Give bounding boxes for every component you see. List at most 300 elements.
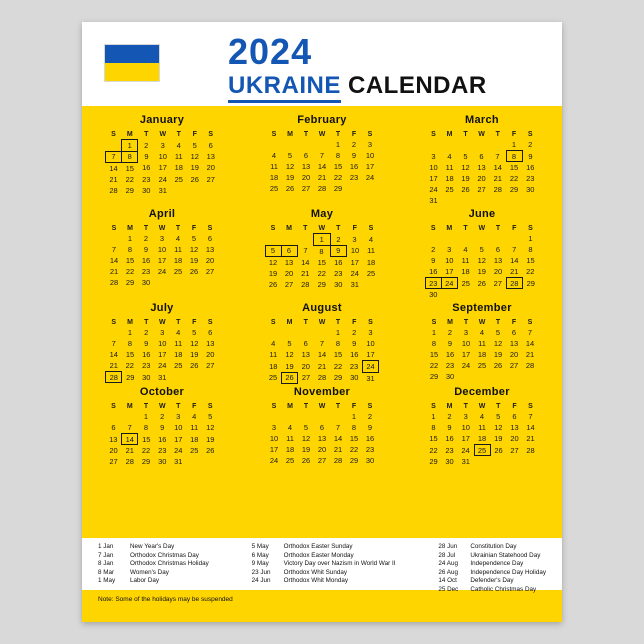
calendar-quarter-row (82, 386, 562, 467)
day-cell: 27 (301, 373, 311, 383)
week-row (426, 360, 538, 371)
day-cell: 14 (317, 350, 327, 360)
day-cell: 14 (109, 256, 119, 265)
month-block-september (411, 302, 553, 384)
weekday-header: T (303, 402, 309, 410)
day-cell: 17 (350, 257, 359, 267)
month-name: January (139, 114, 185, 126)
holiday-legend-column-2 (252, 543, 396, 586)
poster-title-word: CALENDAR (340, 72, 487, 99)
day-cell: 17 (366, 350, 375, 359)
day-cell: 9 (431, 256, 436, 265)
day-cell: 11 (174, 245, 182, 254)
calendar-note: Note: Some of the holidays may be suspended (82, 590, 562, 622)
day-cell: 19 (285, 173, 295, 182)
holiday-name: Defender's Day (470, 577, 514, 585)
day-cell: 29 (526, 278, 535, 288)
day-cell: 14 (526, 423, 535, 432)
day-cell: 25 (285, 456, 295, 465)
week-row (106, 327, 219, 338)
day-cell-empty (441, 233, 457, 244)
weekday-header: T (303, 130, 309, 138)
holiday-date: 8 Mar (98, 568, 115, 576)
day-cell: 3 (463, 412, 468, 421)
holiday-legend-column-3 (438, 543, 546, 593)
day-cell: 3 (159, 234, 165, 243)
day-cell: 30 (445, 456, 454, 466)
day-cell: 7 (111, 245, 117, 254)
week-row (426, 139, 539, 151)
poster-header (82, 22, 562, 106)
day-cell: 15 (429, 434, 438, 444)
day-cell: 24 (350, 269, 359, 278)
day-cell-holiday: 5 (265, 245, 281, 257)
day-cell: 6 (479, 151, 484, 161)
day-cell-empty (458, 139, 474, 151)
week-row (265, 268, 379, 279)
weekday-header: M (446, 224, 453, 232)
day-cell-empty (203, 185, 219, 196)
weekday-header: W (478, 402, 486, 410)
weekday-header: T (143, 224, 149, 232)
day-cell: 17 (461, 434, 470, 444)
day-cell: 31 (461, 456, 470, 466)
day-cell: 17 (461, 350, 471, 359)
day-cell: 11 (190, 423, 199, 433)
holiday-date: 5 May (251, 543, 269, 550)
day-cell: 5 (463, 151, 468, 161)
weekday-header: T (496, 402, 501, 410)
day-cell: 20 (109, 445, 118, 455)
day-cell-empty (298, 139, 314, 150)
day-cell: 4 (176, 328, 181, 337)
day-cell: 5 (495, 328, 501, 337)
day-cell: 3 (160, 140, 165, 150)
week-row (105, 151, 219, 162)
day-cell: 10 (158, 152, 167, 161)
day-cell: 20 (206, 350, 215, 359)
calendar-grid (82, 106, 562, 538)
holiday-legend-item (252, 543, 396, 552)
week-row (265, 234, 379, 246)
day-cell-empty (490, 233, 507, 244)
day-cell: 13 (509, 339, 519, 348)
weekday-header: M (447, 318, 453, 326)
week-row (106, 244, 218, 255)
week-row (106, 266, 218, 277)
day-cell-empty (457, 289, 474, 301)
day-cell: 18 (174, 163, 183, 173)
week-row (266, 455, 378, 466)
day-cell: 12 (285, 350, 294, 360)
day-cell: 2 (144, 140, 149, 150)
day-cell: 22 (429, 361, 439, 370)
day-cell-empty (282, 139, 298, 150)
day-cell: 6 (111, 423, 116, 433)
ukraine-flag-icon (104, 44, 160, 82)
weekday-header: S (111, 224, 117, 232)
month-block-february (251, 114, 393, 206)
day-cell: 5 (303, 423, 309, 432)
month-name: May (310, 208, 334, 220)
month-days-table (265, 317, 379, 384)
day-cell: 17 (157, 256, 167, 265)
day-cell: 15 (333, 162, 343, 171)
week-row (425, 278, 539, 289)
day-cell: 15 (333, 350, 343, 360)
holiday-date: 23 Jun (251, 568, 271, 576)
day-cell: 23 (334, 269, 343, 278)
day-cell: 22 (125, 174, 134, 184)
day-cell-holiday: 24 (441, 278, 457, 289)
month-days-table (266, 129, 378, 194)
month-block-august (251, 302, 393, 384)
weekday-header: S (367, 130, 373, 138)
day-cell: 10 (158, 339, 167, 348)
day-cell: 5 (192, 140, 197, 150)
day-cell: 1 (335, 140, 341, 149)
weekday-header-row (106, 317, 219, 327)
day-cell: 23 (141, 267, 151, 276)
day-cell: 2 (352, 328, 357, 337)
day-cell: 7 (303, 246, 308, 256)
day-cell: 29 (125, 185, 134, 195)
week-row (426, 184, 539, 195)
day-cell: 26 (493, 361, 503, 370)
day-cell: 29 (317, 280, 326, 289)
weekday-header: W (318, 318, 326, 326)
weekday-header: T (303, 318, 308, 326)
day-cell: 3 (431, 151, 436, 161)
day-cell: 6 (511, 328, 517, 337)
holiday-name: Independence Day Holiday (470, 568, 546, 576)
day-cell-empty (474, 371, 490, 382)
day-cell: 15 (125, 256, 135, 265)
weekday-header: W (159, 130, 167, 138)
week-row (106, 349, 219, 360)
day-cell-empty (362, 183, 378, 194)
week-row (105, 456, 218, 467)
day-cell-empty (458, 371, 474, 382)
holiday-legend (92, 538, 552, 593)
day-cell-empty (457, 233, 474, 244)
day-cell: 6 (495, 245, 501, 254)
month-block-july (91, 302, 233, 384)
month-days-table (265, 223, 380, 290)
day-cell: 22 (333, 361, 343, 371)
day-cell: 25 (174, 361, 183, 371)
week-row (265, 349, 379, 361)
day-cell: 27 (109, 457, 118, 466)
flag-blue-band (105, 45, 159, 63)
week-row (265, 279, 379, 290)
day-cell: 29 (429, 456, 438, 466)
day-cell: 7 (335, 423, 341, 432)
day-cell: 23 (142, 361, 151, 371)
day-cell: 17 (429, 174, 438, 183)
day-cell: 30 (526, 185, 535, 194)
day-cell: 5 (192, 328, 197, 337)
day-cell: 23 (158, 445, 167, 455)
day-cell: 21 (525, 350, 535, 359)
day-cell: 24 (158, 174, 167, 184)
week-row (266, 172, 378, 183)
day-cell: 30 (365, 456, 375, 465)
week-row (426, 173, 539, 184)
day-cell: 18 (269, 173, 279, 182)
day-cell-empty (106, 327, 122, 338)
week-row (265, 338, 379, 349)
weekday-header: M (446, 130, 453, 138)
month-days-table (105, 401, 219, 467)
day-cell: 14 (525, 339, 535, 348)
day-cell: 27 (477, 185, 486, 194)
day-cell: 28 (525, 361, 535, 370)
day-cell: 10 (365, 151, 375, 160)
day-cell-empty (105, 411, 122, 422)
holiday-legend-item (438, 586, 546, 595)
day-cell: 19 (268, 269, 278, 278)
day-cell: 9 (528, 151, 533, 161)
weekday-header: T (336, 224, 341, 232)
day-cell-empty (314, 411, 330, 422)
day-cell-empty (506, 371, 522, 382)
day-cell-empty (330, 411, 346, 422)
day-cell: 5 (496, 412, 501, 421)
day-cell: 9 (144, 152, 149, 161)
holiday-date: 28 Jun (438, 543, 458, 550)
weekday-header: T (175, 224, 181, 232)
weekday-header-row (266, 401, 378, 411)
day-cell: 13 (317, 434, 327, 443)
week-row (266, 433, 378, 444)
month-days-table (266, 401, 378, 466)
day-cell: 22 (429, 445, 438, 455)
day-cell: 8 (528, 245, 533, 254)
day-cell: 26 (477, 278, 486, 288)
day-cell-empty (265, 327, 282, 338)
day-cell: 13 (205, 245, 215, 254)
day-cell: 13 (510, 423, 519, 432)
day-cell: 10 (445, 256, 454, 265)
day-cell-holiday: 1 (314, 234, 331, 246)
day-cell: 30 (141, 278, 151, 287)
day-cell-empty (522, 289, 539, 301)
week-row (106, 372, 219, 383)
day-cell: 26 (494, 445, 503, 455)
day-cell-empty (202, 277, 218, 288)
day-cell-empty (458, 195, 474, 206)
day-cell: 5 (208, 412, 213, 421)
day-cell: 29 (141, 457, 151, 466)
day-cell: 14 (317, 162, 327, 171)
day-cell: 2 (336, 234, 341, 244)
weekday-header: M (446, 402, 453, 410)
day-cell: 31 (158, 185, 167, 195)
day-cell: 4 (287, 423, 293, 432)
day-cell: 2 (431, 245, 436, 254)
day-cell: 7 (127, 423, 132, 432)
day-cell: 10 (350, 246, 360, 256)
day-cell: 22 (317, 269, 326, 278)
week-row (426, 371, 538, 382)
holiday-name: Victory Day over Nazism in World War II (283, 560, 396, 568)
holiday-legend-item (438, 569, 546, 578)
week-row (266, 183, 378, 194)
day-cell: 26 (190, 174, 199, 184)
day-cell-empty (474, 456, 490, 468)
poster-title-country: UKRAINE (228, 72, 341, 103)
weekday-header: F (192, 402, 197, 410)
day-cell-empty (490, 371, 506, 382)
poster-year: 2024 (228, 31, 313, 72)
weekday-header: W (318, 402, 326, 410)
day-cell: 25 (190, 445, 199, 455)
day-cell-empty (442, 195, 458, 206)
day-cell: 1 (351, 412, 357, 421)
weekday-header: F (512, 224, 517, 232)
day-cell: 19 (493, 350, 503, 359)
day-cell: 23 (349, 173, 359, 182)
holiday-name: Independence Day (470, 560, 524, 568)
holiday-legend-item (438, 577, 546, 586)
day-cell: 23 (526, 174, 535, 183)
holiday-name: Constitution Day (470, 543, 517, 550)
day-cell: 8 (431, 339, 437, 348)
calendar-quarter-row (82, 208, 562, 300)
week-row (426, 422, 539, 433)
day-cell: 13 (493, 256, 503, 265)
holiday-date: 28 Jul (438, 551, 456, 559)
weekday-header: F (511, 318, 517, 326)
weekday-header: S (111, 318, 117, 326)
calendar-quarter-row (82, 114, 562, 206)
week-row (265, 372, 379, 384)
day-cell: 21 (526, 434, 535, 444)
week-row (426, 151, 539, 162)
week-row (105, 140, 219, 152)
week-row (266, 422, 378, 433)
week-row (105, 445, 218, 457)
day-cell: 30 (350, 373, 359, 383)
day-cell: 3 (271, 423, 277, 432)
day-cell: 24 (269, 456, 279, 465)
day-cell-empty (522, 195, 539, 206)
month-days-table (425, 223, 540, 300)
month-days-table (426, 129, 539, 206)
day-cell: 7 (527, 328, 533, 337)
weekday-header: F (351, 130, 357, 138)
day-cell: 2 (144, 328, 149, 337)
day-cell: 26 (189, 267, 199, 276)
day-cell: 18 (477, 350, 487, 359)
weekday-header: F (191, 224, 197, 232)
day-cell: 11 (269, 350, 278, 360)
day-cell: 31 (158, 372, 167, 382)
weekday-header: T (335, 402, 341, 410)
day-cell: 22 (125, 267, 135, 276)
day-cell: 13 (301, 162, 311, 171)
weekday-header: F (511, 130, 517, 138)
day-cell-empty (298, 411, 314, 422)
day-cell: 20 (206, 163, 215, 173)
day-cell: 11 (270, 162, 278, 171)
day-cell: 25 (269, 184, 279, 193)
day-cell: 1 (335, 328, 341, 337)
day-cell-holiday: 24 (363, 361, 379, 373)
holiday-legend-item (252, 552, 396, 561)
day-cell: 27 (284, 280, 294, 289)
day-cell: 9 (160, 423, 165, 433)
day-cell-empty (314, 327, 330, 338)
week-row (425, 266, 539, 278)
day-cell: 10 (461, 423, 470, 432)
day-cell: 28 (125, 457, 134, 466)
day-cell: 11 (478, 339, 486, 348)
holiday-legend-item (98, 569, 209, 578)
day-cell: 14 (301, 257, 310, 267)
day-cell: 31 (366, 373, 375, 383)
weekday-header: T (176, 318, 181, 326)
weekday-header: F (351, 402, 357, 410)
day-cell-empty (281, 234, 297, 246)
day-cell: 19 (189, 256, 199, 265)
weekday-header: S (271, 402, 277, 410)
day-cell: 29 (333, 184, 343, 193)
month-name: February (297, 114, 347, 126)
day-cell-empty (106, 233, 122, 244)
day-cell: 16 (429, 267, 438, 276)
day-cell: 18 (445, 174, 454, 183)
flag-yellow-band (105, 63, 159, 81)
day-cell: 4 (271, 151, 277, 160)
day-cell: 11 (174, 339, 183, 348)
day-cell-empty (186, 456, 202, 467)
month-block-april (91, 208, 233, 300)
day-cell: 16 (445, 350, 455, 359)
weekday-header: F (352, 224, 357, 232)
day-cell: 19 (285, 361, 294, 371)
day-cell: 16 (445, 434, 454, 444)
day-cell: 4 (479, 328, 485, 337)
holiday-name: Ukrainian Statehood Day (470, 551, 541, 559)
week-row (105, 174, 219, 185)
weekday-header-row (105, 401, 218, 411)
weekday-header-row (265, 223, 379, 234)
day-cell: 7 (495, 151, 500, 161)
month-days-table (426, 317, 538, 382)
day-cell: 18 (174, 350, 183, 359)
day-cell: 3 (160, 328, 165, 337)
weekday-header: F (192, 130, 197, 138)
holiday-date: 1 Jan (98, 543, 114, 550)
day-cell-holiday: 8 (122, 151, 138, 162)
day-cell: 9 (447, 339, 453, 348)
day-cell-holiday: 25 (474, 445, 490, 456)
weekday-header: T (144, 130, 149, 138)
weekday-header: S (111, 402, 116, 410)
weekday-header: T (495, 130, 500, 138)
day-cell: 6 (207, 234, 213, 243)
day-cell: 28 (317, 373, 327, 383)
month-block-october (91, 386, 233, 467)
day-cell-holiday: 1 (122, 140, 138, 152)
week-row (106, 233, 218, 244)
day-cell: 2 (143, 234, 149, 243)
day-cell-empty (506, 195, 522, 206)
weekday-header: M (287, 402, 293, 410)
day-cell-empty (186, 372, 202, 383)
